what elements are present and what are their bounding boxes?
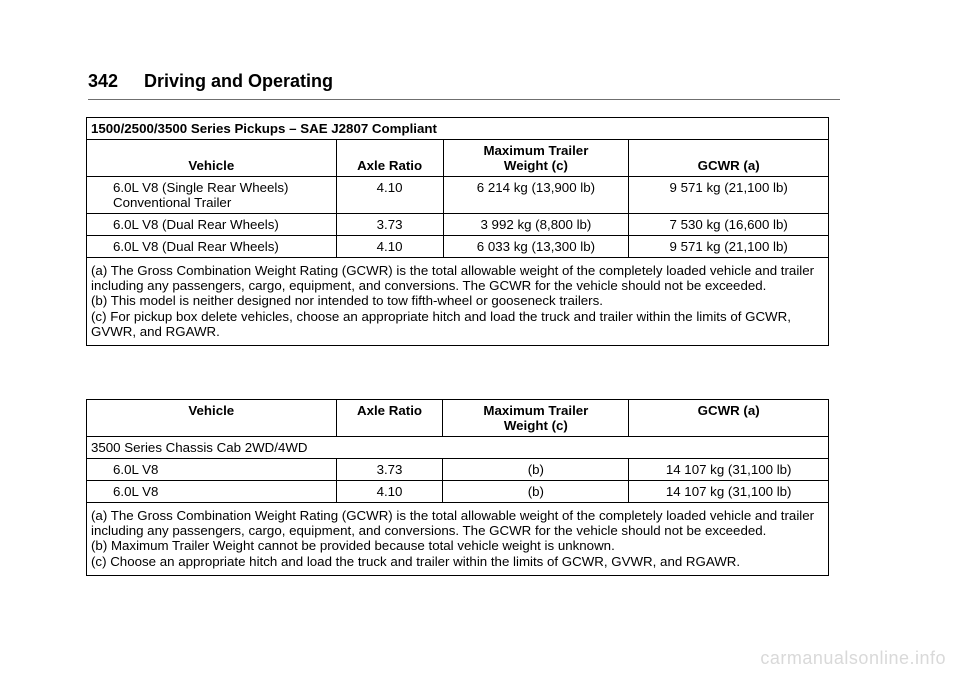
column-header-axle-ratio: Axle Ratio bbox=[336, 140, 443, 177]
table-notes bbox=[87, 258, 829, 346]
vehicle-line: 6.0L V8 (Single Rear Wheels) bbox=[113, 180, 289, 195]
towing-table-pickups bbox=[86, 117, 829, 346]
table-row bbox=[87, 177, 829, 214]
footnote-c: (c) For pickup box delete vehicles, choose an appropriate hitch and load the truck and trailer within the limits of GCWR, GVWR, and RGAWR. bbox=[91, 308, 791, 339]
vehicle-cell bbox=[87, 177, 337, 214]
axle-ratio-cell: 4.10 bbox=[336, 481, 443, 503]
max-trailer-weight-cell: 3 992 kg (8,800 lb) bbox=[443, 214, 629, 236]
table-caption-row bbox=[87, 118, 829, 140]
column-header-axle-ratio: Axle Ratio bbox=[336, 400, 443, 437]
vehicle-line: 6.0L V8 (Dual Rear Wheels) bbox=[113, 217, 279, 232]
watermark: carmanualsonline.info bbox=[760, 648, 946, 668]
table-notes bbox=[87, 503, 829, 576]
table-header-row bbox=[87, 400, 829, 437]
table-row bbox=[87, 214, 829, 236]
vehicle-line: Conventional Trailer bbox=[113, 195, 232, 210]
axle-ratio-cell: 4.10 bbox=[336, 236, 443, 258]
table-notes-row bbox=[87, 258, 829, 346]
page-header bbox=[88, 70, 840, 100]
footnote-b: (b) Maximum Trailer Weight cannot be provided because total vehicle weight is unknown. bbox=[91, 538, 615, 554]
vehicle-cell bbox=[87, 236, 337, 258]
vehicle-cell: 6.0L V8 bbox=[87, 459, 337, 481]
axle-ratio-cell: 3.73 bbox=[336, 459, 443, 481]
group-label: 3500 Series Chassis Cab 2WD/4WD bbox=[87, 437, 829, 459]
vehicle-cell: 6.0L V8 bbox=[87, 481, 337, 503]
column-header-gcwr: GCWR (a) bbox=[629, 140, 829, 177]
footnote-a: (a) The Gross Combination Weight Rating (GCWR) is the total allowable weight of the completely loaded vehicle and trailer including any passengers, cargo, equipment, and conversions. The GCWR for the vehicle should not be exceeded. bbox=[91, 508, 815, 539]
max-trailer-weight-cell: (b) bbox=[443, 459, 629, 481]
axle-ratio-cell: 3.73 bbox=[336, 214, 443, 236]
max-trailer-weight-cell: 6 214 kg (13,900 lb) bbox=[443, 177, 629, 214]
column-header-vehicle: Vehicle bbox=[87, 400, 337, 437]
footnote-c: (c) Choose an appropriate hitch and load the truck and trailer within the limits of GCWR, GVWR, and RGAWR. bbox=[91, 553, 741, 569]
table-row bbox=[87, 459, 829, 481]
gcwr-cell: 7 530 kg (16,600 lb) bbox=[629, 214, 829, 236]
footnote-a: (a) The Gross Combination Weight Rating (GCWR) is the total allowable weight of the completely loaded vehicle and trailer including any passengers, cargo, equipment, and conversions. The GCWR for the vehicle should not be exceeded. bbox=[91, 263, 815, 294]
table-group-row bbox=[87, 437, 829, 459]
table-notes-row bbox=[87, 503, 829, 576]
column-header-vehicle: Vehicle bbox=[87, 140, 337, 177]
table-row bbox=[87, 481, 829, 503]
towing-table-chassis-cab bbox=[86, 399, 829, 576]
column-header-max-trailer-weight: Maximum Trailer Weight (c) bbox=[443, 400, 629, 437]
vehicle-line: 6.0L V8 (Dual Rear Wheels) bbox=[113, 239, 279, 254]
page-title: Driving and Operating bbox=[144, 71, 334, 91]
vehicle-cell bbox=[87, 214, 337, 236]
table-header-row bbox=[87, 140, 829, 177]
gcwr-cell: 14 107 kg (31,100 lb) bbox=[629, 481, 829, 503]
column-header-gcwr: GCWR (a) bbox=[629, 400, 829, 437]
max-trailer-weight-cell: (b) bbox=[443, 481, 629, 503]
table-caption: 1500/2500/3500 Series Pickups – SAE J2807 Compliant bbox=[87, 118, 829, 140]
gcwr-cell: 9 571 kg (21,100 lb) bbox=[629, 177, 829, 214]
table-row bbox=[87, 236, 829, 258]
column-header-max-trailer-weight: Maximum Trailer Weight (c) bbox=[443, 140, 629, 177]
page-number: 342 bbox=[88, 71, 119, 91]
footnote-b: (b) This model is neither designed nor intended to tow fifth-wheel or gooseneck trailers. bbox=[91, 293, 603, 309]
gcwr-cell: 14 107 kg (31,100 lb) bbox=[629, 459, 829, 481]
axle-ratio-cell: 4.10 bbox=[336, 177, 443, 214]
max-trailer-weight-cell: 6 033 kg (13,300 lb) bbox=[443, 236, 629, 258]
gcwr-cell: 9 571 kg (21,100 lb) bbox=[629, 236, 829, 258]
